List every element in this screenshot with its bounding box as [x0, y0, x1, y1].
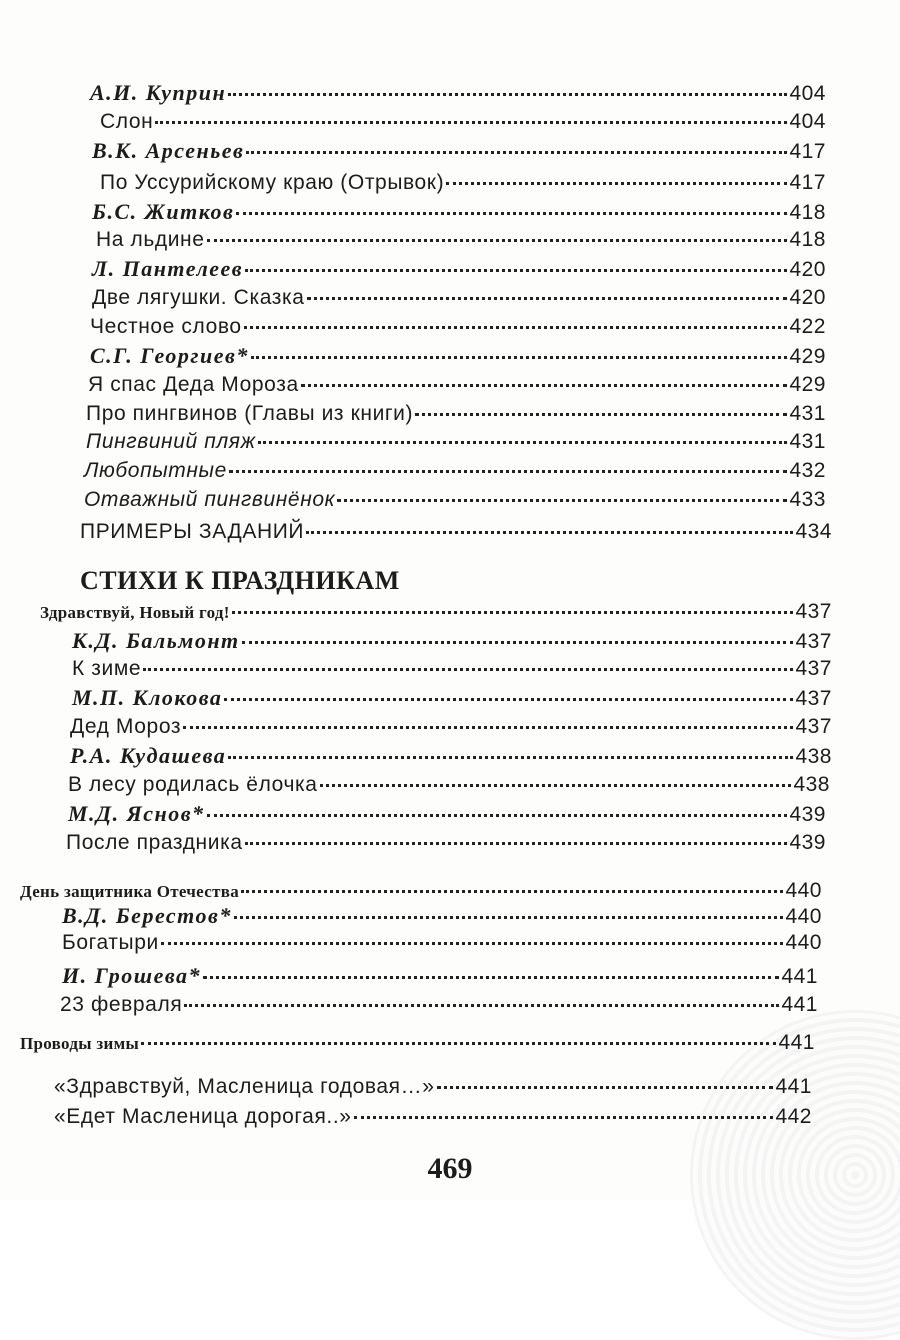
toc-entry [92, 287, 826, 308]
toc-entry-title: ПРИМЕРЫ ЗАДАНИЙ [80, 520, 305, 543]
dot-leader [203, 976, 779, 979]
toc-entry-title: В.К. Арсеньев [92, 138, 245, 163]
toc-entry-title: Проводы зимы [20, 1034, 140, 1053]
toc-entry [90, 316, 826, 337]
toc-entry-title: Отважный пингвинёнок [84, 488, 336, 511]
dot-leader [234, 916, 784, 919]
dot-leader [143, 668, 793, 671]
toc-entry [70, 745, 832, 767]
dot-leader [155, 121, 787, 124]
toc-entry [88, 374, 826, 395]
toc-entry-title: Дед Мороз [70, 715, 182, 738]
toc-entry-page: 437 [795, 600, 832, 623]
toc-entry [54, 1106, 812, 1127]
dot-leader [207, 239, 788, 242]
toc-entry-page: 437 [795, 657, 832, 680]
toc-entry [84, 489, 826, 510]
dot-leader [301, 384, 788, 387]
toc-entry-page: 437 [795, 715, 832, 738]
dot-leader [241, 890, 783, 893]
toc-entry [100, 111, 826, 132]
toc-entry-page: 437 [795, 630, 832, 653]
dot-leader [228, 756, 793, 759]
toc-entry-page: 440 [785, 931, 822, 954]
dot-leader [258, 441, 788, 444]
toc-entry [60, 994, 818, 1015]
toc-entry-title: К зиме [72, 657, 142, 680]
toc-entry [72, 687, 832, 709]
toc-entry-title: На льдине [96, 228, 205, 251]
toc-entry [80, 521, 832, 542]
dot-leader [306, 531, 793, 534]
toc-entry-title: Б.С. Житков [92, 199, 235, 224]
dot-leader [228, 93, 787, 96]
toc-entry-page: 431 [789, 430, 826, 453]
dot-leader [184, 1004, 779, 1007]
toc-entry-page: 422 [789, 315, 826, 338]
toc-entry-page: 417 [789, 140, 826, 163]
toc-entry-page: 404 [789, 110, 826, 133]
toc-entry-title: М.П. Клокова [72, 685, 223, 710]
dot-leader [229, 470, 788, 473]
toc-entry-title: В лесу родилась ёлочка [68, 773, 318, 796]
toc-entry-title: А.И. Куприн [90, 80, 227, 105]
dot-leader [245, 842, 788, 845]
toc-entry [100, 172, 826, 193]
toc-entry-page: 439 [789, 831, 826, 854]
toc-entry-page: 440 [785, 879, 822, 902]
dot-leader [446, 182, 787, 185]
toc-entry-title: Р.А. Кудашева [70, 743, 227, 768]
toc-entry-title: Честное слово [90, 315, 242, 338]
toc-entry-page: 441 [781, 965, 818, 988]
dot-leader [415, 413, 787, 416]
dot-leader [242, 641, 794, 644]
toc-entry-title: После праздника [66, 831, 243, 854]
toc-entry-title: И. Грошева* [62, 963, 202, 988]
toc-entry-page: 437 [795, 687, 832, 710]
toc-entry-title: Две лягушки. Сказка [92, 286, 305, 309]
toc-entry-page: 420 [789, 286, 826, 309]
toc-entry [92, 140, 826, 162]
toc-entry [84, 460, 826, 481]
toc-entry-title: Я спас Деда Мороза [88, 373, 299, 396]
dot-leader [141, 1042, 776, 1045]
toc-entry-page: 433 [789, 488, 826, 511]
toc-entry [96, 229, 826, 250]
toc-entry [62, 905, 822, 927]
toc-entry-page: 432 [789, 459, 826, 482]
toc-entry [92, 258, 826, 280]
toc-entry-page: 404 [789, 82, 826, 105]
toc-entry [86, 403, 826, 424]
toc-entry [68, 774, 830, 795]
toc-entry-page: 417 [789, 171, 826, 194]
dot-leader [354, 1116, 774, 1119]
toc-entry-title: Л. Пантелеев [92, 256, 244, 281]
toc-entry-title: 23 февраля [60, 993, 183, 1016]
toc-entry-page: 420 [789, 258, 826, 281]
toc-entry [72, 658, 832, 679]
dot-leader [246, 151, 787, 154]
toc-entry-title: В.Д. Берестов* [62, 903, 232, 928]
dot-leader [161, 942, 784, 945]
toc-entry-page: 429 [789, 373, 826, 396]
dot-leader [183, 726, 793, 729]
toc-entry-page: 440 [785, 905, 822, 928]
toc-entry [92, 201, 826, 223]
dot-leader [337, 499, 787, 502]
toc-entry [90, 345, 826, 367]
toc-entry [86, 431, 826, 452]
toc-entry [62, 965, 818, 987]
toc-entry [20, 880, 822, 901]
toc-entry [68, 803, 826, 825]
dot-leader [244, 326, 788, 329]
toc-entry-page: 439 [789, 803, 826, 826]
toc-entry-title: Богатыри [62, 931, 159, 954]
toc-entry-page: 442 [775, 1105, 812, 1128]
dot-leader [437, 1086, 774, 1089]
dot-leader [232, 611, 794, 614]
toc-entry [54, 1076, 812, 1097]
toc-entry [62, 932, 822, 953]
toc-entry-page: 418 [789, 201, 826, 224]
toc-entry-title: К.Д. Бальмонт [72, 628, 240, 653]
toc-entry-title: Про пингвинов (Главы из книги) [86, 402, 414, 425]
toc-entry-page: 441 [778, 1031, 815, 1054]
toc-entry-title: М.Д. Яснов* [68, 801, 205, 826]
toc-entry-page: 438 [793, 773, 830, 796]
toc-entry-title: День защитника Отечества [20, 882, 240, 901]
toc-entry-page: 441 [775, 1075, 812, 1098]
toc-entry [40, 601, 832, 622]
dot-leader [307, 297, 788, 300]
toc-entry [70, 716, 832, 737]
dot-leader [251, 356, 788, 359]
toc-entry-title: Пингвиний пляж [86, 430, 256, 453]
toc-entry-title: Любопытные [84, 459, 227, 482]
toc-entry-title: По Уссурийскому краю (Отрывок) [100, 171, 445, 194]
toc-entry-title: «Едет Масленица дорогая..» [54, 1105, 352, 1128]
toc-entry-page: 431 [789, 402, 826, 425]
toc-entry-page: 429 [789, 345, 826, 368]
toc-entry [72, 630, 832, 652]
toc-entry-title: «Здравствуй, Масленица годовая…» [54, 1075, 435, 1098]
dot-leader [245, 269, 787, 272]
section-heading: СТИХИ К ПРАЗДНИКАМ [80, 566, 400, 595]
toc-entry-page: 434 [795, 520, 832, 543]
toc-entry-title: С.Г. Георгиев* [90, 343, 249, 368]
toc-entry-page: 418 [789, 228, 826, 251]
dot-leader [320, 784, 792, 787]
dot-leader [236, 212, 787, 215]
toc-entry [20, 1032, 815, 1053]
toc-entry-page: 441 [781, 993, 818, 1016]
toc-entry-page: 438 [795, 745, 832, 768]
toc-entry-title: Слон [100, 110, 154, 133]
dot-leader [224, 698, 793, 701]
toc-entry-title: Здравствуй, Новый год! [40, 603, 230, 622]
toc-entry [90, 82, 826, 104]
toc-entry [66, 832, 826, 853]
page-number: 469 [427, 1152, 473, 1185]
dot-leader [207, 814, 788, 817]
